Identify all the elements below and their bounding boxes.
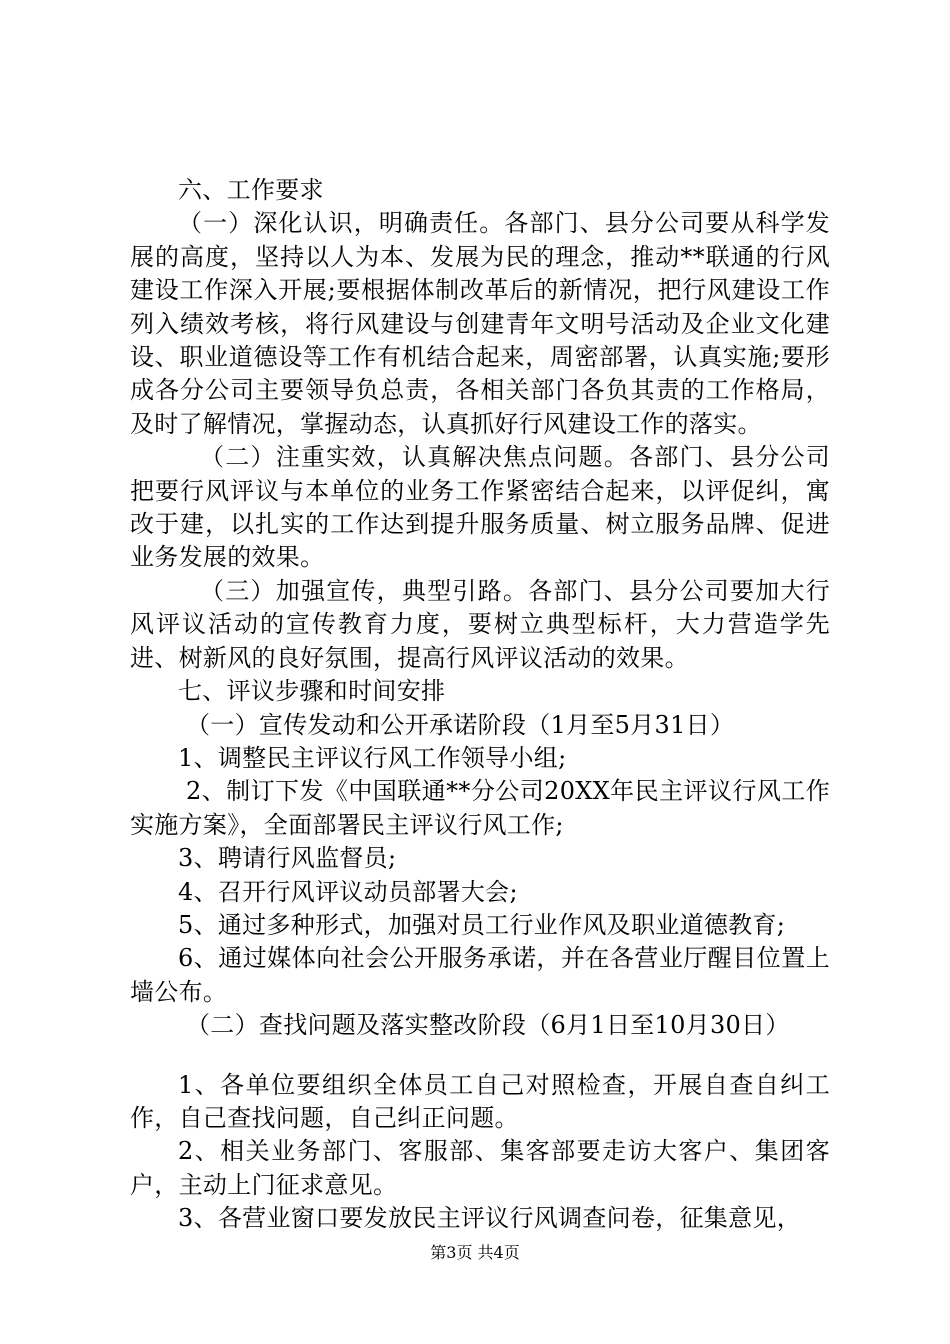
list-item: 6、通过媒体向社会公开服务承诺，并在各营业厅醒目位置上墙公布。 xyxy=(130,944,830,1006)
paragraph: （一）深化认识，明确责任。各部门、县分公司要从科学发展的高度，坚持以人为本、发展为民的理念，推动**联通的行风建设工作深入开展;要根据体制改革后的新情况，把行风建设工作列入绩效考核，将行风建设与创建青年文明号活动及企业文化建设、职业道德设等工作有机结合起来，周密部署，认真实施;要形成各分公司主要领导负总责，各相关部门各负其责的工作格局，及时了解情况，掌握动态，认真抓好行风建设工作的落实。 xyxy=(130,209,830,438)
section-heading: 七、评议步骤和时间安排 xyxy=(178,677,446,706)
list-item: 1、各单位要组织全体员工自己对照检查，开展自查自纠工作，自己查找问题，自己纠正问题。 xyxy=(130,1070,830,1132)
list-item: 1、调整民主评议行风工作领导小组; xyxy=(178,743,567,772)
page-footer: 第3页 共4页 xyxy=(430,1243,520,1262)
section-heading: 六、工作要求 xyxy=(178,176,324,204)
list-item: 2、相关业务部门、客服部、集客部要走访大客户、集团客户，主动上门征求意见。 xyxy=(130,1137,830,1199)
list-item: 3、聘请行风监督员; xyxy=(178,844,397,873)
paragraph: （二）注重实效，认真解决焦点问题。各部门、县分公司把要行风评议与本单位的业务工作紧密结合起来，以评促纠，寓改于建，以扎实的工作达到提升服务质量、树立服务品牌、促进业务发展的效果。 xyxy=(130,443,830,572)
subsection-heading: （二）查找问题及落实整改阶段（6月1日至10月30日） xyxy=(186,1011,790,1040)
list-item: 2、制订下发《中国联通**分公司20XX年民主评议行风工作实施方案》，全面部署民主评议行风工作; xyxy=(130,777,830,839)
document-body xyxy=(130,174,830,1236)
subsection-heading: （一）宣传发动和公开承诺阶段（1月至5月31日） xyxy=(186,710,735,739)
list-item: 3、各营业窗口要发放民主评议行风调查问卷，征集意见， xyxy=(178,1204,802,1233)
list-item: 5、通过多种形式，加强对员工行业作风及职业道德教育; xyxy=(178,910,786,939)
list-item: 4、召开行风评议动员部署大会; xyxy=(178,877,518,906)
paragraph: （三）加强宣传，典型引路。各部门、县分公司要加大行风评议活动的宣传教育力度，要树立典型标杆，大力营造学先进、树新风的良好氛围，提高行风评议活动的效果。 xyxy=(130,576,830,672)
paragraph-gap xyxy=(130,1043,830,1069)
